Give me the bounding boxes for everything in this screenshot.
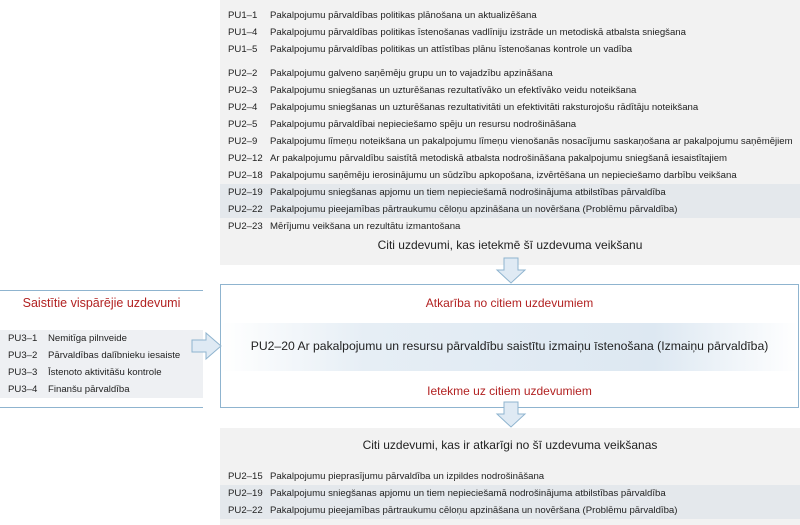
- task-code: PU2–22: [228, 204, 263, 215]
- task-code: PU3–2: [8, 350, 38, 361]
- task-code: PU1–1: [228, 10, 258, 21]
- task-row-highlighted: [220, 184, 800, 201]
- upstream-caption: Citi uzdevumi, kas ietekmē šī uzdevuma veikšanu: [377, 238, 643, 252]
- task-text: Finanšu pārvaldība: [48, 384, 130, 395]
- task-code: PU2–2: [228, 68, 258, 79]
- task-text: Pakalpojumu līmeņu noteikšana un pakalpojumu līmeņu vienošanās nosacījumu saskaņošana ar pakalpojumu saņēmējiem: [270, 136, 793, 147]
- task-row: [220, 99, 800, 116]
- related-task-row: [0, 364, 203, 381]
- right-arrow-icon: [192, 332, 222, 360]
- central-task-title: PU2–20 Ar pakalpojumu un resursu pārvaldību saistītu izmaiņu īstenošana (Izmaiņu pārvaldība): [250, 339, 769, 353]
- task-text: Pakalpojumu pārvaldības politikas īstenošanas vadlīniju izstrāde un metodiskā atbalsta sniegšana: [270, 27, 686, 38]
- task-code: PU3–4: [8, 384, 38, 395]
- task-row: [220, 24, 800, 41]
- task-code: PU2–5: [228, 119, 258, 130]
- task-row: [220, 82, 800, 99]
- task-text: Pakalpojumu pārvaldības politikas un attīstības plānu īstenošanas kontrole un vadība: [270, 44, 633, 55]
- task-code: PU2–18: [228, 170, 263, 181]
- task-text: Pakalpojumu pārvaldības politikas plānošana un aktualizēšana: [270, 10, 537, 21]
- upstream-tasks-panel: [220, 0, 800, 265]
- task-row: [220, 133, 800, 150]
- task-row-highlighted: [220, 201, 800, 218]
- related-task-row: [0, 347, 203, 364]
- task-row: [220, 150, 800, 167]
- task-row: [220, 65, 800, 82]
- task-code: PU2–19: [228, 187, 263, 198]
- task-code: PU1–4: [228, 27, 258, 38]
- task-code: PU2–23: [228, 221, 263, 232]
- task-code: PU2–9: [228, 136, 258, 147]
- task-text: Pakalpojumu pieprasījumu pārvaldība un izpildes nodrošināšana: [270, 471, 545, 482]
- task-code: PU2–22: [228, 505, 263, 516]
- task-row: [220, 41, 800, 58]
- downstream-caption: Citi uzdevumi, kas ir atkarīgi no šī uzdevuma veikšanas: [362, 438, 658, 452]
- task-text: Nemitīga pilnveide: [48, 333, 127, 344]
- related-task-row: [0, 381, 203, 398]
- task-code: PU2–4: [228, 102, 258, 113]
- related-tasks-title: Saistītie vispārējie uzdevumi: [22, 296, 181, 310]
- task-text: Pakalpojumu pieejamības pārtraukumu cēloņu apzināšana un novēršana (Problēmu pārvaldība): [270, 505, 678, 516]
- task-row: [220, 7, 800, 24]
- task-text: Pārvaldības dalībnieku iesaiste: [48, 350, 181, 361]
- task-text: Pakalpojumu sniegšanas apjomu un tiem nepieciešamā nodrošinājuma atbilstības pārvaldība: [270, 187, 666, 198]
- task-text: Īstenoto aktivitāšu kontrole: [48, 367, 162, 378]
- dependency-label: Atkarība no citiem uzdevumiem: [425, 296, 594, 310]
- down-arrow-icon: [496, 402, 526, 428]
- task-text: Pakalpojumu saņēmēju ierosinājumu un sūdzību apkopošana, izvērtēšana un nepieciešamo darbību veikšana: [270, 170, 737, 181]
- task-text: Pakalpojumu galveno saņēmēju grupu un to vajadzību apzināšana: [270, 68, 553, 79]
- task-row: [220, 167, 800, 184]
- task-text: Pakalpojumu sniegšanas un uzturēšanas rezultativitāti un efektivitāti raksturojošu rādītāju noteikšana: [270, 102, 699, 113]
- task-row-highlighted: [220, 485, 800, 502]
- task-row: [220, 218, 800, 235]
- task-code: PU3–1: [8, 333, 38, 344]
- task-code: PU1–5: [228, 44, 258, 55]
- related-task-row: [0, 330, 203, 347]
- task-code: PU2–15: [228, 471, 263, 482]
- task-text: Pakalpojumu sniegšanas un uzturēšanas rezultatīvāko un efektīvāko veidu noteikšana: [270, 85, 637, 96]
- related-general-tasks-panel: [0, 290, 203, 408]
- task-text: Mērījumu veikšana un rezultātu izmantošana: [270, 221, 461, 232]
- task-text: Ar pakalpojumu pārvaldību saistītā metodiskā atbalsta nodrošināšana pakalpojumu sniegšanā iesaistītajiem: [270, 153, 728, 164]
- task-code: PU2–12: [228, 153, 263, 164]
- task-text: Pakalpojumu pārvaldībai nepieciešamo spēju un resursu nodrošināšana: [270, 119, 577, 130]
- task-row-highlighted: [220, 502, 800, 519]
- task-code: PU2–3: [228, 85, 258, 96]
- task-code: PU2–19: [228, 488, 263, 499]
- downstream-tasks-panel: [220, 428, 800, 525]
- down-arrow-icon: [496, 258, 526, 284]
- impact-label: Ietekme uz citiem uzdevumiem: [427, 384, 592, 398]
- task-text: Pakalpojumu sniegšanas apjomu un tiem nepieciešamā nodrošinājuma atbilstības pārvaldība: [270, 488, 666, 499]
- central-task-box: [220, 284, 799, 408]
- task-row: [220, 468, 800, 485]
- task-text: Pakalpojumu pieejamības pārtraukumu cēloņu apzināšana un novēršana (Problēmu pārvaldība): [270, 204, 678, 215]
- task-row: [220, 116, 800, 133]
- task-code: PU3–3: [8, 367, 38, 378]
